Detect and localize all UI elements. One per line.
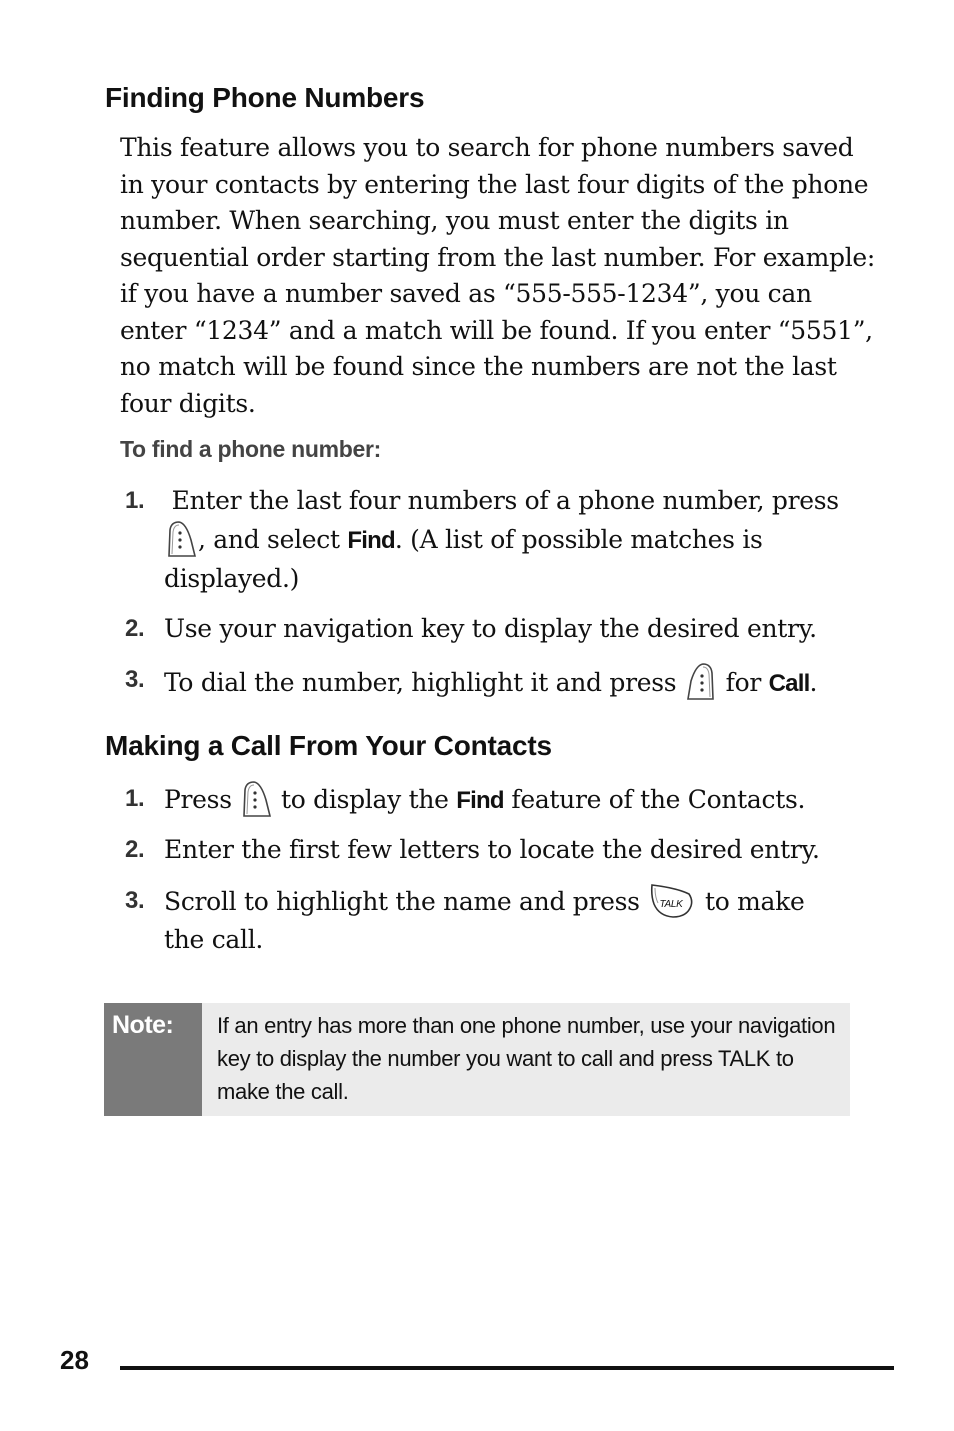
- note-box: [104, 1003, 850, 1116]
- section-title-making-a-call: Making a Call From Your Contacts: [105, 730, 552, 761]
- section-title-finding-phone-numbers: Finding Phone Numbers: [105, 82, 425, 113]
- softkey-icon: [686, 661, 716, 701]
- note-text: If an entry has more than one phone number, use your navigation key to display the number you want to call and press TALK to make the call.: [217, 1013, 836, 1104]
- menu-key-icon: [166, 520, 196, 558]
- find-keyword: Find: [347, 527, 395, 554]
- page-number: 28: [60, 1345, 89, 1375]
- intro-paragraph: This feature allows you to search for phone numbers saved in your contacts by entering the last four digits of the phone number. When searching, you must enter the digits in sequential order starting from the last number. For example: if you have a number saved as “555-555-1234”, you can enter “1234” and a match will be found. If you enter “5551”, no match will be found since the numbers are not the last four digits.: [120, 133, 876, 418]
- call-step-1: 1. Press to display the Find feature of the Contacts.: [125, 780, 845, 820]
- call-step-2: 2. Enter the first few letters to locate the desired entry.: [125, 831, 845, 869]
- step-number: 1.: [125, 785, 145, 812]
- find-keyword: Find: [456, 787, 504, 814]
- find-step-1: 1. Enter the last four numbers of a phone number, press , and select Find. (A list of possible matches is displayed.): [125, 482, 845, 598]
- footer-rule: [120, 1366, 894, 1370]
- step-number: 2.: [125, 615, 145, 642]
- talk-key-label: TALK: [659, 899, 683, 910]
- talk-key-icon: [649, 882, 695, 920]
- step-number: 3.: [125, 666, 145, 693]
- step-number: 1.: [125, 487, 145, 514]
- step-number: 3.: [125, 887, 145, 914]
- call-keyword: Call: [768, 670, 810, 697]
- find-step-2: 2. Use your navigation key to display the desired entry.: [125, 610, 845, 648]
- find-step-3: 3. To dial the number, highlight it and press for Call.: [125, 661, 845, 703]
- note-label: Note:: [104, 1003, 202, 1116]
- step-number: 2.: [125, 836, 145, 863]
- call-step-3: 3. Scroll to highlight the name and press TALK to make the call.: [125, 882, 845, 959]
- menu-key-icon: [241, 780, 271, 818]
- procedure-subhead: To find a phone number:: [120, 436, 381, 462]
